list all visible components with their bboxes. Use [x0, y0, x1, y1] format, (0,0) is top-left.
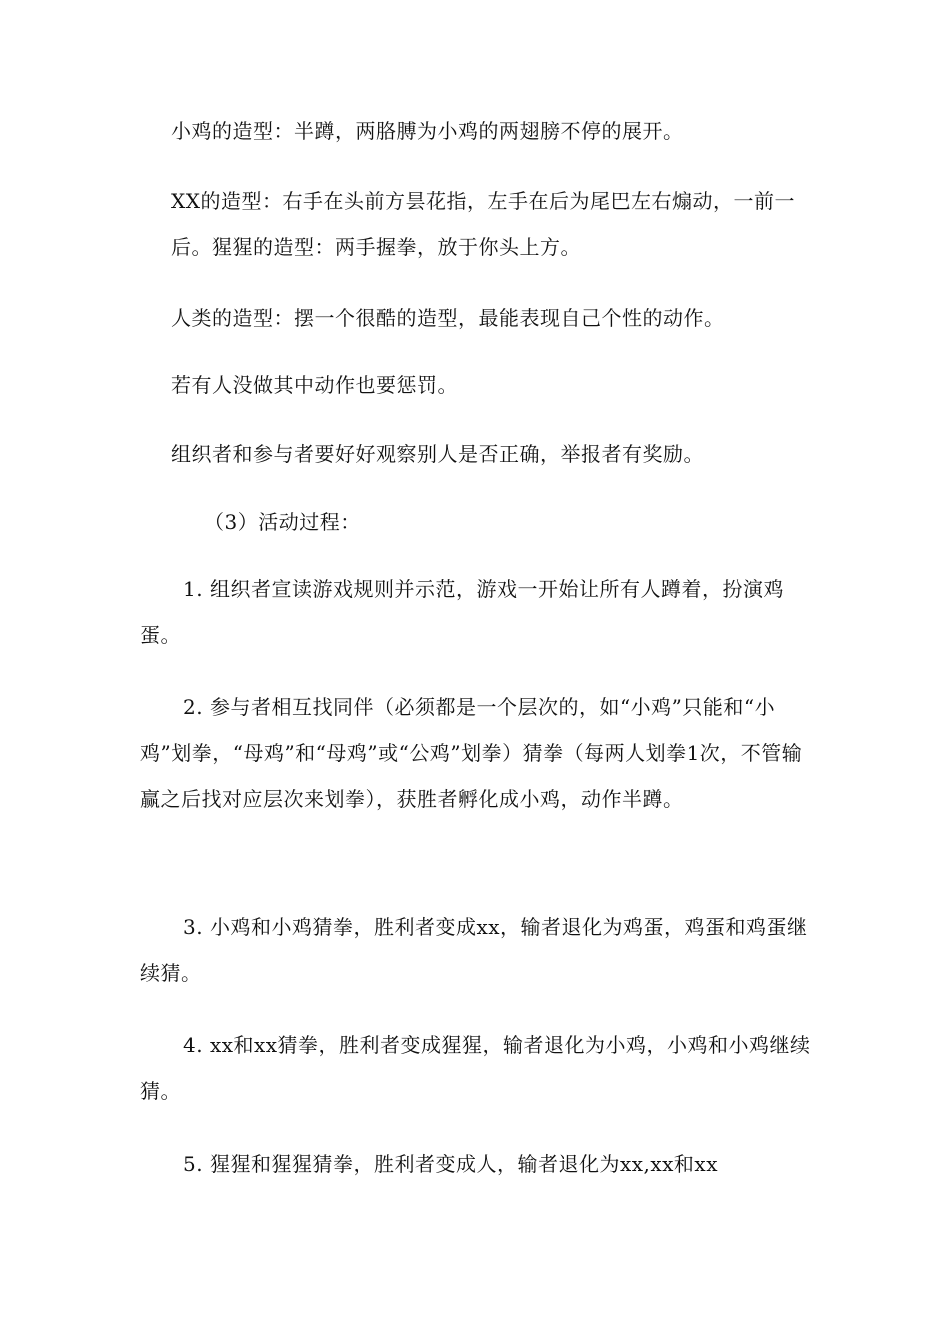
step-4: 4. xx和xx猜拳，胜利者变成猩猩，输者退化为小鸡，小鸡和小鸡继续猜。	[140, 1033, 811, 1103]
section-heading: （3）活动过程：	[204, 510, 361, 534]
step-1: 1. 组织者宣读游戏规则并示范，游戏一开始让所有人蹲着，扮演鸡蛋。	[140, 577, 784, 647]
step-3: 3. 小鸡和小鸡猜拳，胜利者变成xx，输者退化为鸡蛋，鸡蛋和鸡蛋继续猜。	[140, 915, 808, 985]
step-2: 2. 参与者相互找同伴（必须都是一个层次的，如“小鸡”只能和“小鸡”划拳，“母鸡”和“母鸡”或“公鸡”划拳）猜拳（每两人划拳1次，不管输赢之后找对应层次来划拳），获胜者孵化成小鸡，动作半蹲。	[140, 695, 803, 811]
paragraph-xx-pose: XX的造型：右手在头前方昙花指，左手在后为尾巴左右煽动，一前一后。猩猩的造型：两手握拳，放于你头上方。	[171, 189, 795, 259]
step-5: 5. 猩猩和猩猩猜拳，胜利者变成人，输者退化为xx,xx和xx	[183, 1152, 718, 1176]
paragraph-chick-pose: 小鸡的造型：半蹲，两胳膊为小鸡的两翅膀不停的展开。	[171, 119, 684, 143]
paragraph-human-pose: 人类的造型：摆一个很酷的造型，最能表现自己个性的动作。	[171, 306, 725, 330]
paragraph-observe: 组织者和参与者要好好观察别人是否正确，举报者有奖励。	[171, 442, 704, 466]
paragraph-penalty: 若有人没做其中动作也要惩罚。	[171, 373, 458, 397]
